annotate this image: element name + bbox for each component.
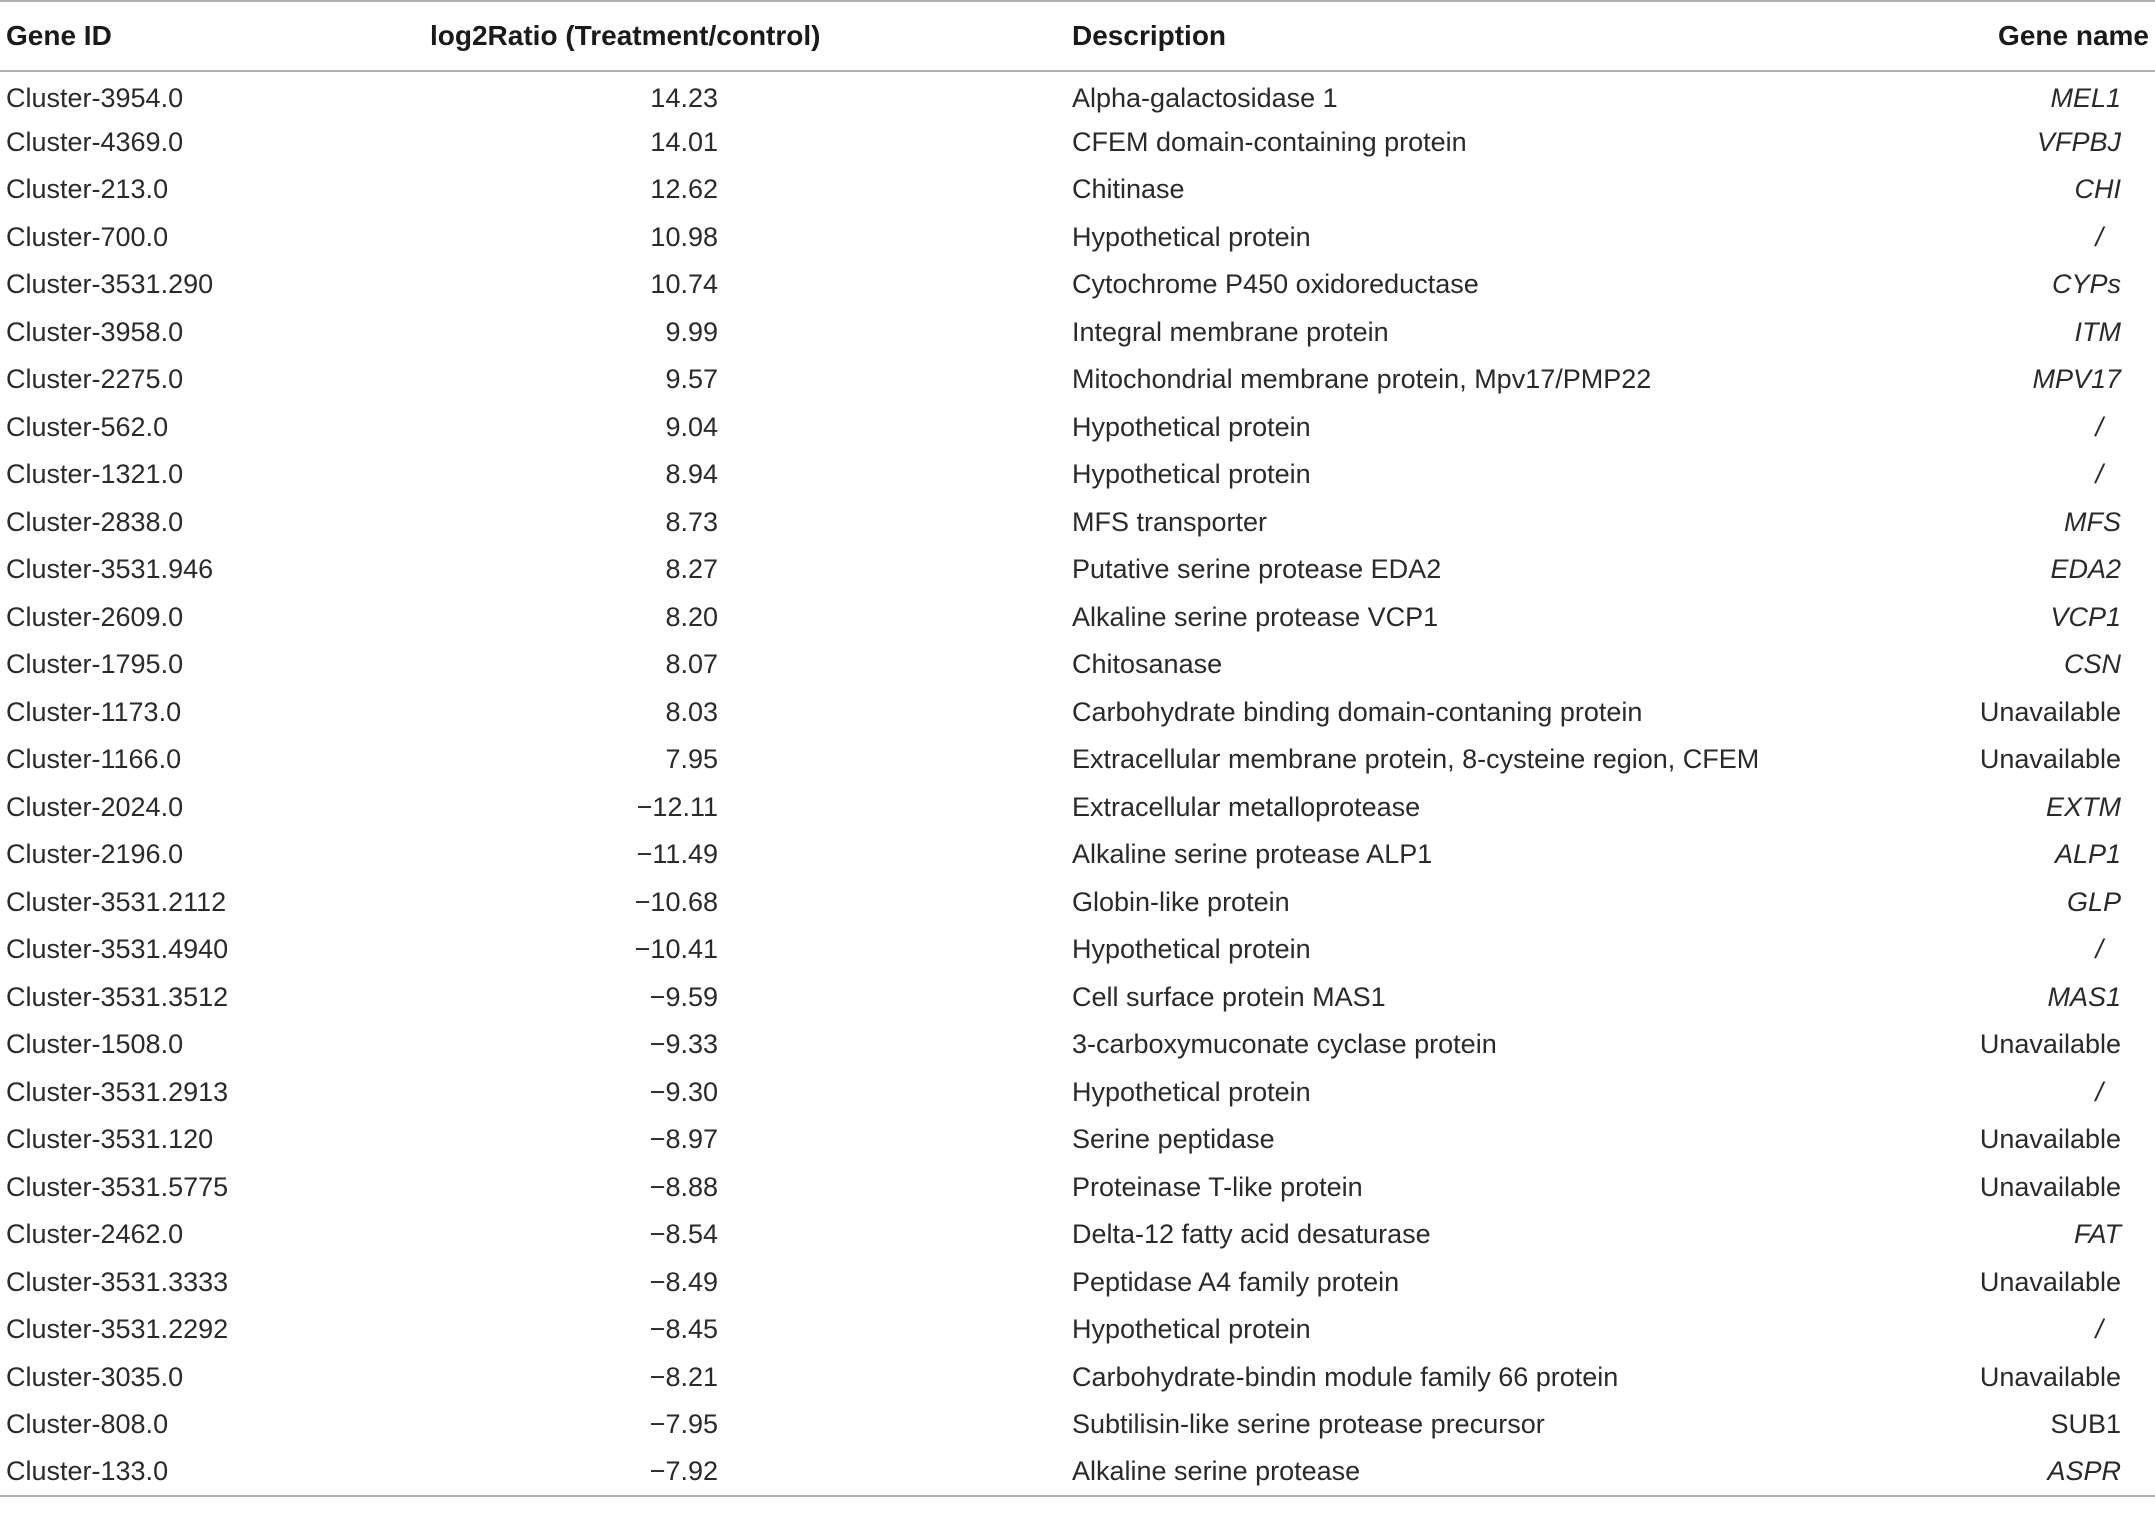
cell-log2ratio: −8.88 [649, 1171, 718, 1202]
table-row [0, 594, 2155, 642]
table-row [0, 166, 2155, 214]
cell-gene-id: Cluster-3035.0 [6, 1361, 184, 1392]
cell-log2ratio: 8.20 [665, 601, 718, 632]
cell-description: Cytochrome P450 oxidoreductase [1072, 269, 1479, 300]
cell-gene-id: Cluster-3531.3512 [6, 981, 229, 1012]
cell-gene-name: Unavailable [1979, 744, 2121, 775]
header-row [0, 1, 2155, 71]
cell-log2ratio: 14.01 [650, 126, 718, 157]
cell-description: Delta-12 fatty acid desaturase [1072, 1219, 1431, 1250]
cell-gene-name: Unavailable [1979, 1171, 2121, 1202]
cell-gene-id: Cluster-3531.4940 [6, 934, 229, 965]
table-row [0, 1211, 2155, 1259]
table-row [0, 1164, 2155, 1212]
cell-gene-id: Cluster-2609.0 [6, 601, 184, 632]
table-row [0, 404, 2155, 452]
header-gene-name: Gene name [1872, 1, 2155, 71]
cell-log2ratio: 12.62 [650, 174, 718, 205]
cell-gene-name: FAT [2074, 1219, 2121, 1250]
table-row [0, 974, 2155, 1022]
header-description: Description [1070, 1, 1872, 71]
cell-description: Alkaline serine protease VCP1 [1072, 601, 1439, 632]
cell-gene-id: Cluster-700.0 [6, 221, 169, 252]
table-row [0, 784, 2155, 832]
cell-log2ratio: −10.41 [634, 934, 718, 965]
table-row [0, 451, 2155, 499]
cell-gene-id: Cluster-213.0 [6, 174, 169, 205]
cell-gene-name: / [2095, 1076, 2103, 1107]
cell-description: Extracellular metalloprotease [1072, 791, 1421, 822]
cell-gene-id: Cluster-3531.2292 [6, 1314, 229, 1345]
cell-gene-name: Unavailable [1979, 1029, 2121, 1060]
cell-log2ratio: −9.59 [649, 981, 718, 1012]
cell-log2ratio: 9.04 [665, 411, 718, 442]
table-row [0, 119, 2155, 167]
cell-gene-id: Cluster-3531.2112 [6, 886, 227, 917]
cell-description: Extracellular membrane protein, 8-cysteine region, CFEM [1072, 744, 1760, 775]
cell-log2ratio: −7.95 [649, 1409, 718, 1440]
cell-gene-name: CSN [2063, 649, 2121, 680]
cell-log2ratio: −11.49 [636, 839, 718, 870]
table-row [0, 356, 2155, 404]
cell-gene-id: Cluster-2196.0 [6, 839, 184, 870]
cell-description: Chitosanase [1072, 649, 1223, 680]
cell-log2ratio: 8.27 [665, 554, 718, 585]
header-gene-id: Gene ID [0, 1, 406, 71]
table-row [0, 1306, 2155, 1354]
cell-gene-name: ALP1 [2054, 839, 2121, 870]
cell-description: Carbohydrate-bindin module family 66 protein [1072, 1361, 1619, 1392]
cell-gene-name: ASPR [1872, 1449, 2155, 1497]
cell-gene-id: Cluster-2275.0 [6, 364, 184, 395]
cell-gene-id: Cluster-1321.0 [6, 459, 184, 490]
cell-gene-id: Cluster-3954.0 [6, 82, 184, 113]
cell-description: Chitinase [1072, 174, 1185, 205]
cell-gene-name: EXTM [2045, 791, 2121, 822]
cell-description: Putative serine protease EDA2 [1072, 554, 1442, 585]
cell-gene-name: CYPs [2051, 269, 2121, 300]
cell-gene-name: Unavailable [1979, 1266, 2121, 1297]
cell-log2ratio: 7.95 [665, 744, 718, 775]
cell-description: MFS transporter [1072, 506, 1268, 537]
table-body [0, 71, 2155, 1496]
cell-log2ratio: 14.23 [650, 82, 718, 113]
cell-gene-name: / [2095, 934, 2103, 965]
cell-gene-id: Cluster-3531.2913 [6, 1076, 229, 1107]
table-row [0, 641, 2155, 689]
cell-log2ratio: −8.49 [649, 1266, 718, 1297]
cell-description: Hypothetical protein [1072, 934, 1311, 965]
cell-gene-id: Cluster-133.0 [0, 1449, 406, 1497]
table-row [0, 546, 2155, 594]
cell-log2ratio: 8.94 [665, 459, 718, 490]
cell-log2ratio: −12.11 [636, 791, 718, 822]
table-row [0, 879, 2155, 927]
cell-description: Hypothetical protein [1072, 1076, 1311, 1107]
cell-gene-name: SUB1 [2050, 1409, 2121, 1440]
table-row [0, 1116, 2155, 1164]
cell-gene-id: Cluster-1173.0 [6, 696, 182, 727]
cell-gene-id: Cluster-3531.290 [6, 269, 214, 300]
cell-description: CFEM domain-containing protein [1072, 126, 1467, 157]
cell-gene-id: Cluster-3958.0 [6, 316, 184, 347]
cell-log2ratio: −10.68 [634, 886, 718, 917]
cell-gene-name: VFPBJ [2036, 126, 2121, 157]
cell-gene-name: MAS1 [2047, 981, 2121, 1012]
cell-description: Subtilisin-like serine protease precursor [1072, 1409, 1545, 1440]
cell-gene-id: Cluster-1508.0 [6, 1029, 184, 1060]
cell-gene-id: Cluster-808.0 [6, 1409, 169, 1440]
cell-description: Proteinase T-like protein [1072, 1171, 1363, 1202]
cell-gene-name: MEL1 [2050, 82, 2121, 113]
cell-description: Alkaline serine protease [1070, 1449, 1872, 1497]
table-row [0, 309, 2155, 357]
cell-description: Hypothetical protein [1072, 459, 1311, 490]
cell-description: Mitochondrial membrane protein, Mpv17/PMP22 [1072, 364, 1652, 395]
cell-gene-id: Cluster-562.0 [6, 411, 169, 442]
cell-log2ratio: 8.07 [665, 649, 718, 680]
cell-description: Hypothetical protein [1072, 1314, 1311, 1345]
table-header [0, 1, 2155, 71]
cell-gene-name: CHI [2074, 174, 2121, 205]
cell-log2ratio: 10.74 [650, 269, 718, 300]
cell-description: Carbohydrate binding domain-contaning protein [1072, 696, 1643, 727]
cell-log2ratio: 9.99 [665, 316, 718, 347]
table-row [0, 214, 2155, 262]
table-row [0, 499, 2155, 547]
cell-gene-id: Cluster-1795.0 [6, 649, 184, 680]
table-row [0, 71, 2155, 119]
cell-gene-name: / [2095, 1314, 2103, 1345]
cell-gene-id: Cluster-3531.120 [6, 1124, 214, 1155]
cell-gene-id: Cluster-4369.0 [6, 126, 184, 157]
table-row [0, 689, 2155, 737]
cell-gene-name: ITM [2074, 316, 2121, 347]
cell-description: Alkaline serine protease ALP1 [1072, 839, 1433, 870]
table-row [0, 261, 2155, 309]
cell-log2ratio: −8.97 [649, 1124, 718, 1155]
table-row [0, 1401, 2155, 1449]
cell-gene-name: EDA2 [2050, 554, 2121, 585]
cell-description: Hypothetical protein [1072, 411, 1311, 442]
cell-gene-name: / [2095, 411, 2103, 442]
header-log2ratio: log2Ratio (Treatment/control) [406, 1, 1070, 71]
cell-gene-id: Cluster-2024.0 [6, 791, 184, 822]
cell-description: Integral membrane protein [1072, 316, 1389, 347]
cell-gene-name: VCP1 [2050, 601, 2121, 632]
cell-log2ratio: 9.57 [665, 364, 718, 395]
cell-description: Peptidase A4 family protein [1072, 1266, 1400, 1297]
cell-gene-name: Unavailable [1979, 1361, 2121, 1392]
table-row [0, 1021, 2155, 1069]
cell-log2ratio: −8.21 [649, 1361, 718, 1392]
cell-gene-name: Unavailable [1979, 1124, 2121, 1155]
cell-gene-name: MPV17 [2032, 364, 2121, 395]
cell-log2ratio: −8.54 [649, 1219, 718, 1250]
cell-gene-name: / [2095, 459, 2103, 490]
table-row [0, 831, 2155, 879]
cell-gene-name: GLP [2066, 886, 2121, 917]
cell-description: 3-carboxymuconate cyclase protein [1072, 1029, 1497, 1060]
cell-description: Cell surface protein MAS1 [1072, 981, 1386, 1012]
cell-description: Serine peptidase [1072, 1124, 1275, 1155]
cell-gene-id: Cluster-2462.0 [6, 1219, 184, 1250]
cell-log2ratio: −7.92 [406, 1449, 1070, 1497]
table-row [0, 1449, 2155, 1497]
table-row [0, 926, 2155, 974]
cell-log2ratio: −8.45 [649, 1314, 718, 1345]
cell-gene-name: Unavailable [1979, 696, 2121, 727]
cell-gene-id: Cluster-3531.5775 [6, 1171, 229, 1202]
cell-description: Hypothetical protein [1072, 221, 1311, 252]
cell-gene-id: Cluster-3531.3333 [6, 1266, 229, 1297]
cell-description: Globin-like protein [1072, 886, 1290, 917]
cell-description: Alpha-galactosidase 1 [1072, 82, 1338, 113]
cell-gene-name: MFS [2064, 506, 2121, 537]
table-row [0, 1354, 2155, 1402]
table-row [0, 1069, 2155, 1117]
cell-gene-id: Cluster-2838.0 [6, 506, 184, 537]
cell-log2ratio: 10.98 [650, 221, 718, 252]
cell-gene-id: Cluster-3531.946 [6, 554, 214, 585]
cell-gene-name: / [2095, 221, 2103, 252]
cell-log2ratio: −9.30 [649, 1076, 718, 1107]
cell-log2ratio: 8.73 [665, 506, 718, 537]
table-row [0, 736, 2155, 784]
table-row [0, 1259, 2155, 1307]
cell-log2ratio: −9.33 [649, 1029, 718, 1060]
cell-gene-id: Cluster-1166.0 [6, 744, 182, 775]
cell-log2ratio: 8.03 [665, 696, 718, 727]
